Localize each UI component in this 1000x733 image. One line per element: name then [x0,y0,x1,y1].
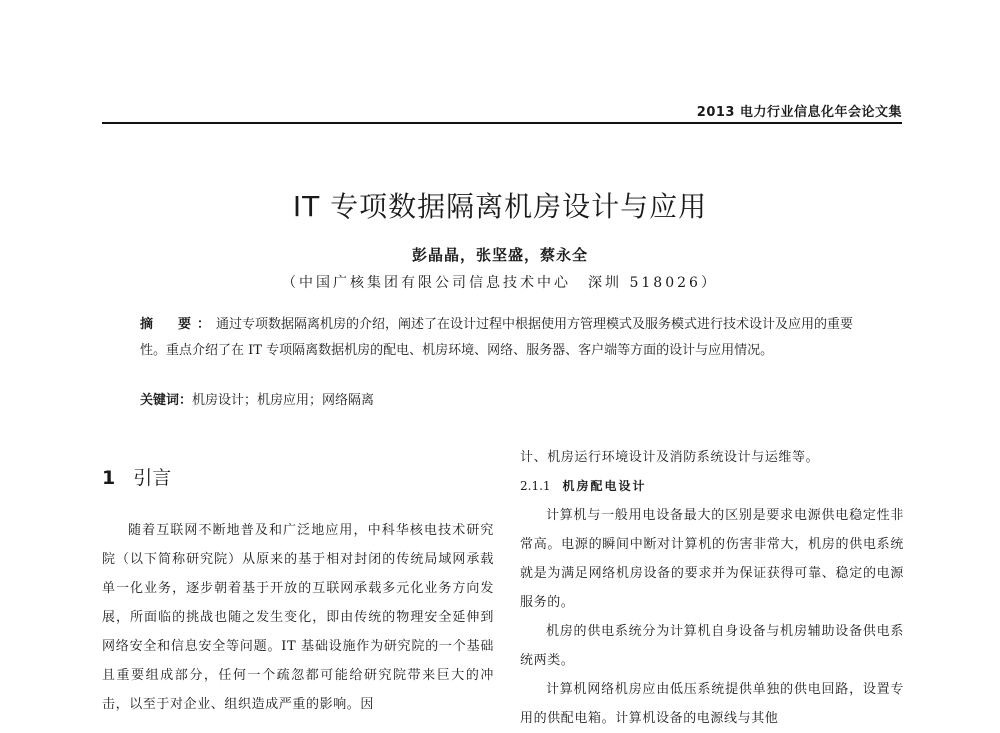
continued-text: 计、机房运行环境设计及消防系统设计与运维等。 [520,450,820,465]
abstract [140,312,870,364]
section-number: 1 [102,467,116,489]
header-rule [102,122,902,124]
keywords-text: 机房设计；机房应用；网络隔离 [192,393,375,408]
abstract-text: 通过专项数据隔离机房的介绍，阐述了在设计过程中根据使用方管理模式及服务模式进行技术设计及应用的重要性。重点介绍了在 IT 专项隔离数据机房的配电、机房环境、网络、服务器、客户端等方面的设计与应用情况。 [140,317,854,358]
paper-authors: 彭晶晶，张坚盛，蔡永全 [411,246,588,264]
running-head: 2013 电力行业信息化年会论文集 [696,105,902,120]
body-paragraph: 计算机与一般用电设备最大的区别是要求电源供电稳定性非常高。电源的瞬间中断对计算机的伤害非常大，机房的供电系统就是为满足网络机房设备的要求并为保证获得可靠、稳定的电源服务的。 [520,508,904,610]
section-title: 引言 [133,467,172,489]
keywords-label: 关键词： [140,393,193,408]
keywords [140,390,870,412]
right-column [520,443,904,733]
subsection-title: 机房配电设计 [562,479,647,493]
abstract-label: 摘 要： [140,317,217,332]
left-column [102,455,494,719]
body-paragraph: 计算机网络机房应由低压系统提供单独的供电回路，设置专用的供配电箱。计算机设备的电源线与其他 [520,682,904,726]
paper-affiliation: （中国广核集团有限公司信息技术中心 深圳 518026） [282,275,718,291]
intro-paragraph: 随着互联网不断地普及和广泛地应用，中科华核电技术研究院（以下简称研究院）从原来的基于相对封闭的传统局域网承载单一化业务，逐步朝着基于开放的互联网承载多元化业务方向发展，所面临的挑战也随之发生变化，即由传统的物理安全延伸到网络安全和信息安全等问题。IT 基础设施作为研究院的一个基础且重要组成部分，任何一个疏忽都可能给研究院带来巨大的冲击，以至于对企业、组织造成严重的影响。因 [102,523,494,712]
subsection-heading [520,472,904,501]
paper-title: IT 专项数据隔离机房设计与应用 [292,190,708,223]
body-paragraph: 机房的供电系统分为计算机自身设备与机房辅助设备供电系统两类。 [520,624,904,668]
subsection-number: 2.1.1 [520,479,551,493]
section-heading [102,463,494,490]
